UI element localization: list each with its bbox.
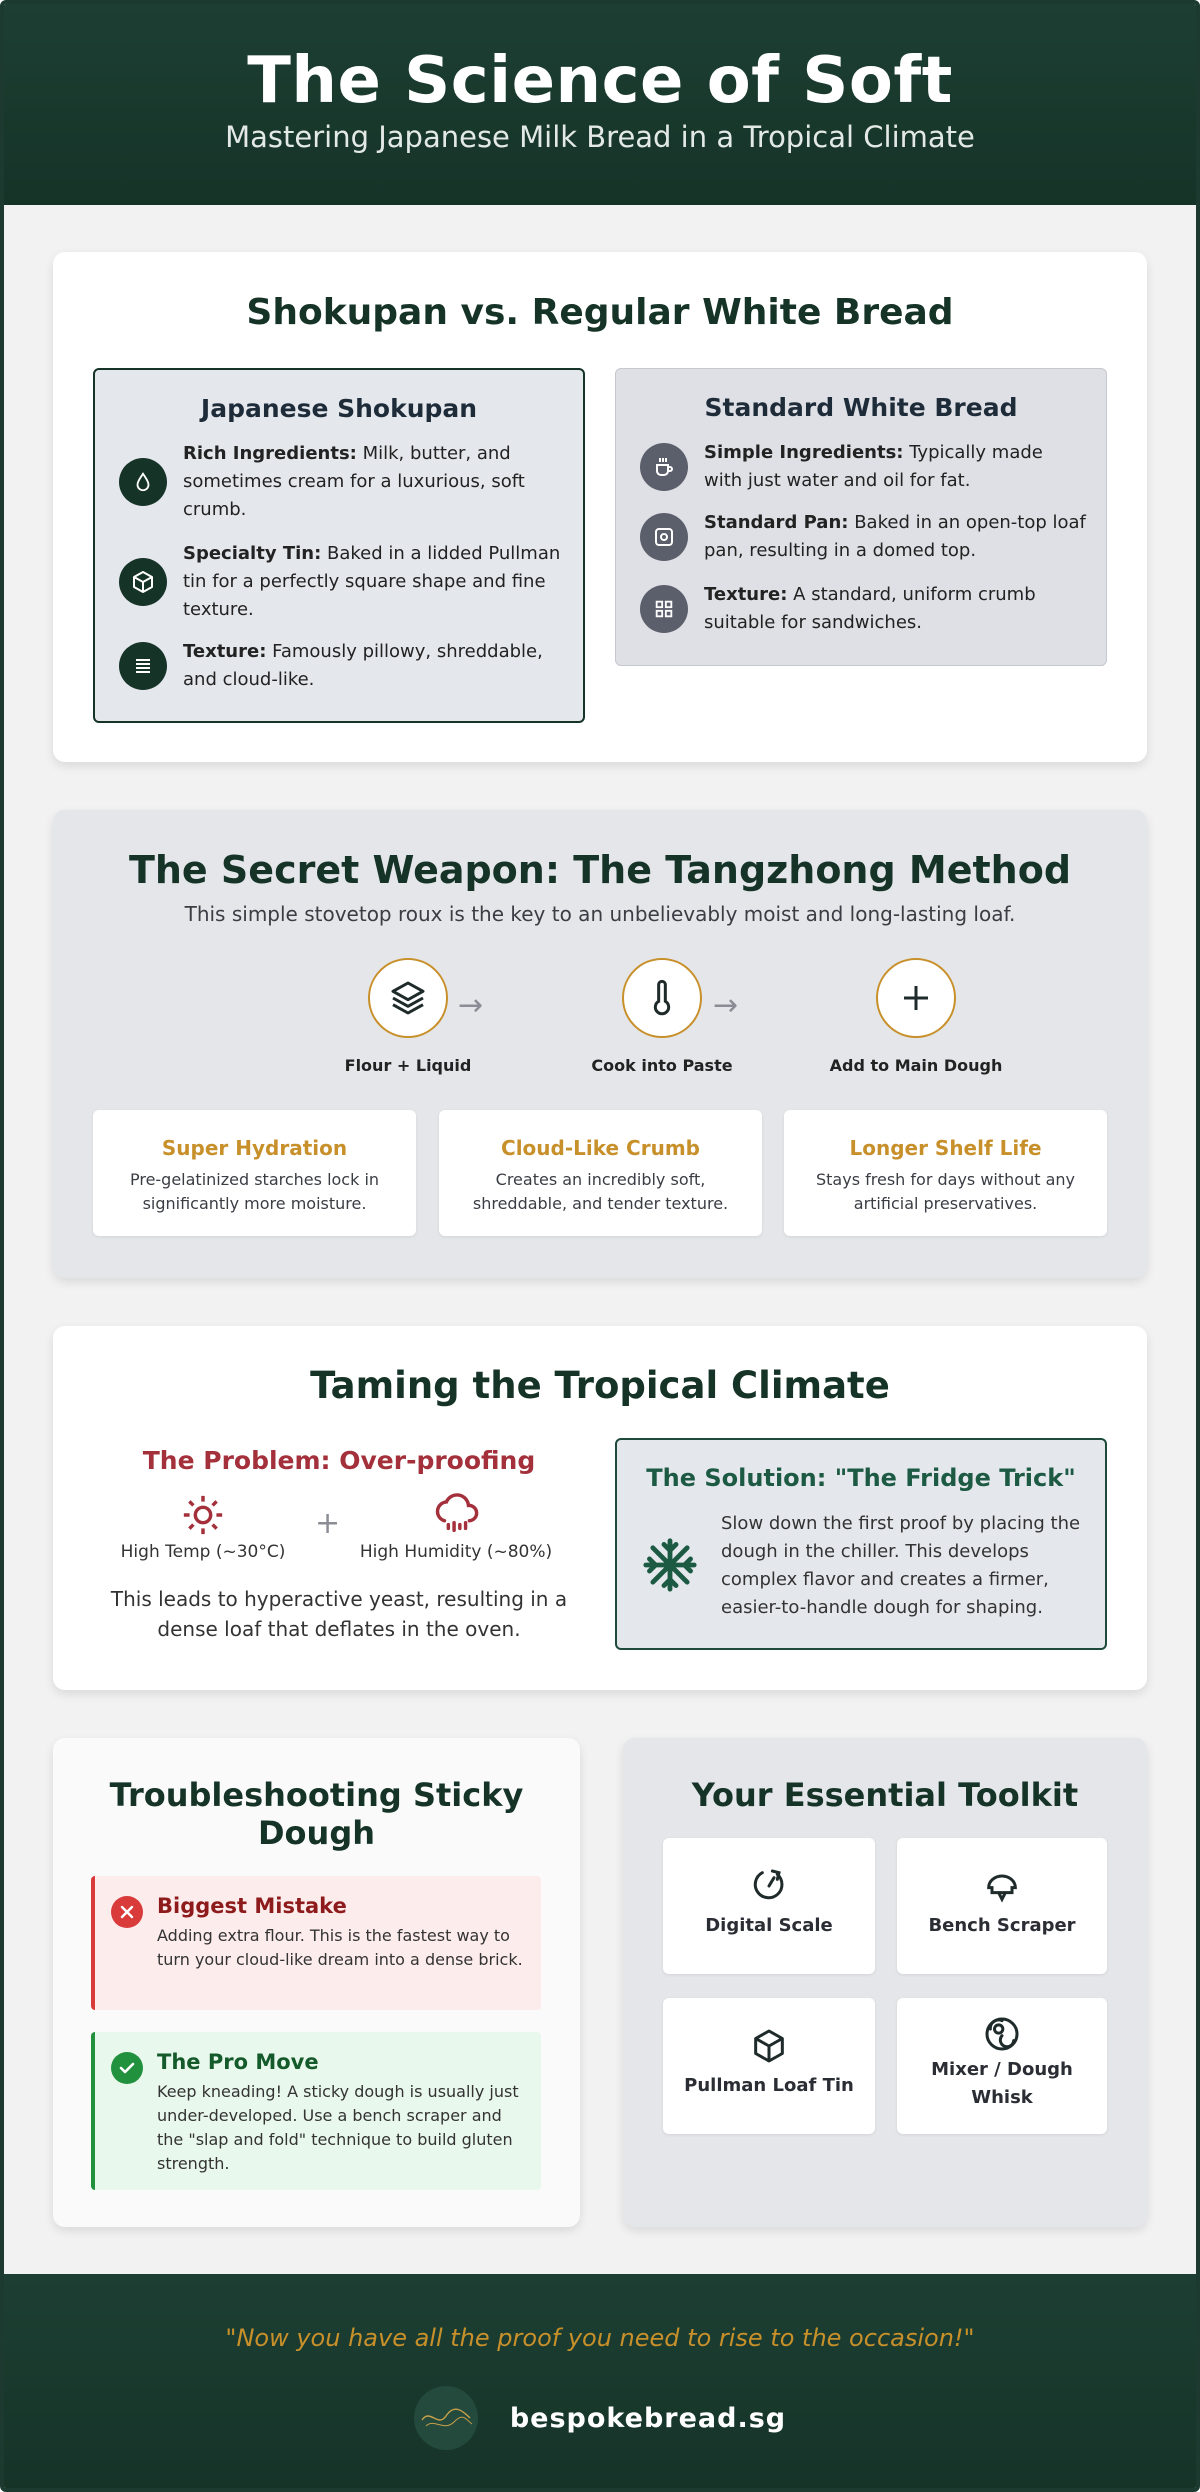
feature-text: Milk, butter, and sometimes cream for a luxurious, soft crumb. [183, 443, 525, 520]
feature-label: Simple Ingredients: [704, 442, 904, 463]
troubleshooting-heading-line: Troubleshooting Sticky [109, 1776, 524, 1814]
tangzhong-card [53, 810, 1147, 1278]
header [4, 4, 1196, 205]
climate-card [53, 1326, 1147, 1690]
feature-label: Standard Pan: [704, 512, 849, 533]
benefit-card [439, 1110, 762, 1236]
mistake-alert [91, 1876, 541, 2010]
brand-name[interactable]: bespokebread.sg [509, 2402, 787, 2434]
tool-label: Bench Scraper [928, 1915, 1076, 1936]
factor-label: High Humidity (~80%) [359, 1542, 553, 1562]
lines-icon [119, 642, 167, 690]
close-icon [111, 1896, 143, 1928]
factor-label: High Temp (~30°C) [120, 1542, 286, 1562]
tool-card [663, 1838, 875, 1974]
benefit-title: Longer Shelf Life [849, 1136, 1042, 1160]
cube-icon [119, 558, 167, 606]
footer-quote: "Now you have all the proof you need to rise to the occasion!" [225, 2324, 975, 2352]
standard-feature [640, 509, 1086, 565]
standard-feature [640, 581, 1086, 637]
droplet-icon [119, 458, 167, 506]
step-label: Cook into Paste [591, 1056, 733, 1075]
plus-icon [876, 958, 956, 1038]
comparison-heading: Shokupan vs. Regular White Bread [246, 292, 954, 333]
footer [4, 2274, 1196, 2492]
arrow-icon: → [713, 988, 739, 1023]
step-label: Flour + Liquid [344, 1056, 472, 1075]
benefit-text: Pre-gelatinized starches lock in significantly more moisture. [129, 1170, 380, 1213]
troubleshooting-card [53, 1738, 580, 2227]
shokupan-feature [119, 638, 563, 694]
feature-label: Texture: [704, 584, 788, 605]
box-icon [663, 2026, 875, 2066]
tangzhong-heading: The Secret Weapon: The Tangzhong Method [128, 848, 1072, 892]
scraper-icon [897, 1866, 1107, 1906]
plus-sign: + [315, 1506, 341, 1541]
benefit-card [784, 1110, 1107, 1236]
tangzhong-step [552, 958, 772, 1075]
troubleshooting-heading [53, 1776, 580, 1852]
logo-script [416, 2398, 476, 2438]
mixer-icon [897, 2014, 1107, 2054]
shokupan-feature [119, 440, 563, 524]
solution-title: The Solution: "The Fridge Trick" [646, 1464, 1076, 1492]
standard-feature [640, 439, 1086, 495]
alert-text: Keep kneading! A sticky dough is usually just under-developed. Use a bench scraper and the "slap and fold" technique to build gluten strength. [157, 2082, 519, 2173]
feature-text: Baked in an open-top loaf pan, resulting in a domed top. [704, 512, 1086, 561]
solution-text: Slow down the first proof by placing the dough in the chiller. This develops complex flavor and creates a firmer, easier-to-handle dough for shaping. [721, 1513, 1081, 1618]
arrow-icon: → [458, 988, 484, 1023]
toolkit-card [623, 1738, 1147, 2227]
tool-card [663, 1998, 875, 2134]
toolkit-heading: Your Essential Toolkit [691, 1776, 1079, 1814]
feature-label: Rich Ingredients: [183, 443, 357, 464]
troubleshooting-heading-line: Dough [257, 1814, 375, 1852]
benefit-title: Cloud-Like Crumb [501, 1136, 700, 1160]
page-subtitle: Mastering Japanese Milk Bread in a Tropical Climate [225, 120, 975, 154]
snowflake-icon [641, 1536, 699, 1598]
shokupan-feature [119, 540, 563, 624]
feature-text: Baked in a lidded Pullman tin for a perfectly square shape and fine texture. [183, 543, 561, 620]
shokupan-box [93, 368, 585, 723]
layers-icon [368, 958, 448, 1038]
shokupan-title: Japanese Shokupan [200, 394, 478, 423]
rain-cloud-icon [351, 1492, 561, 1538]
scale-icon [663, 1866, 875, 1906]
benefit-title: Super Hydration [161, 1136, 348, 1160]
tool-label: Pullman Loaf Tin [684, 2075, 854, 2096]
benefit-text: Creates an incredibly soft, shreddable, and tender texture. [472, 1170, 729, 1213]
tool-label: Mixer / Dough Whisk [931, 2059, 1073, 2108]
problem-title: The Problem: Over-proofing [142, 1446, 536, 1475]
feature-label: Texture: [183, 641, 267, 662]
step-label: Add to Main Dough [829, 1056, 1003, 1075]
grid-icon [640, 585, 688, 633]
pro-alert [91, 2032, 541, 2190]
climate-factor [93, 1492, 313, 1562]
target-icon [640, 513, 688, 561]
tangzhong-step [298, 958, 518, 1075]
tangzhong-subheading: This simple stovetop roux is the key to an unbelievably moist and long-lasting loaf. [184, 902, 1016, 926]
climate-heading: Taming the Tropical Climate [310, 1364, 890, 1407]
tangzhong-step [806, 958, 1026, 1075]
benefit-text: Stays fresh for days without any artificial preservatives. [816, 1170, 1075, 1213]
check-icon [111, 2052, 143, 2084]
sun-icon [93, 1492, 313, 1538]
problem-text: This leads to hyperactive yeast, resulting in a dense loaf that deflates in the oven. [110, 1587, 568, 1641]
cup-icon [640, 443, 688, 491]
standard-box [615, 368, 1107, 666]
feature-text: Typically made with just water and oil for fat. [704, 442, 1043, 491]
brand-logo [414, 2386, 478, 2450]
feature-text: Famously pillowy, shreddable, and cloud-like. [183, 641, 543, 690]
tool-card [897, 1838, 1107, 1974]
standard-title: Standard White Bread [704, 393, 1018, 422]
alert-title: The Pro Move [157, 2050, 319, 2074]
brand [4, 2386, 1196, 2450]
climate-factor [351, 1492, 561, 1562]
alert-title: Biggest Mistake [157, 1894, 347, 1918]
benefit-card [93, 1110, 416, 1236]
tool-label: Digital Scale [705, 1915, 833, 1936]
feature-text: A standard, uniform crumb suitable for sandwiches. [704, 584, 1036, 633]
alert-text: Adding extra flour. This is the fastest way to turn your cloud-like dream into a dense brick. [157, 1926, 523, 1969]
tool-card [897, 1998, 1107, 2134]
comparison-card [53, 252, 1147, 762]
solution-box [615, 1438, 1107, 1650]
feature-label: Specialty Tin: [183, 543, 322, 564]
page-title: The Science of Soft [247, 44, 953, 118]
thermometer-icon [622, 958, 702, 1038]
